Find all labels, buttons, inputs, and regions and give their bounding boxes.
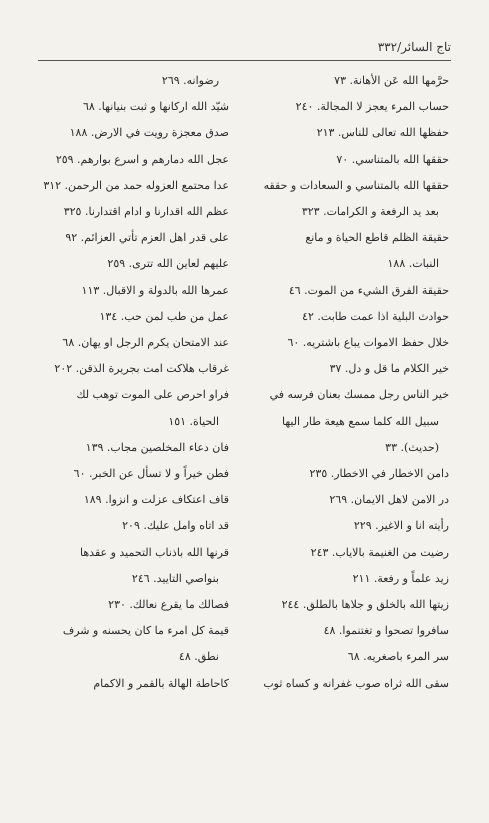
index-entry: بعد يد الرفعة و الكرامات. ٣٢٣ [301,205,439,219]
index-entry: شيّد الله اركانها و ثبت بنيانها. ٦٨ [82,100,229,114]
running-head: تاج السائر/٣٣٢ [377,40,451,54]
index-entry: رأيته انا و الاغير. ٢٢٩ [353,519,449,533]
index-entry: عدا محتمع العزوله حمد من الرحمن. ٣١٢ [43,178,229,192]
index-entry: سبيل الله كلما سمع هيعة طار اليها [281,414,439,428]
index-entry: زيد علماً و رفعة. ٢١١ [352,571,449,585]
header-rule [38,60,451,61]
index-entry: بنواصي التاييد. ٢٤٦ [131,571,219,585]
index-entry: فراو احرص على الموت توهب لك [76,388,229,402]
index-column-left [24,68,229,697]
index-entry: خلال حفظ الاموات يباع باشتريه. ٦٠ [287,336,449,350]
index-entry: عمرها الله بالدولة و الاقبال. ١١٣ [81,283,229,297]
index-entry: قرنها الله باذناب التحميد و عقدها [80,545,229,559]
index-column-right [244,68,449,697]
index-entry: حققها الله بالمتناسي و السعادات و حققه [263,178,449,192]
index-entry: فان دعاء المخلصين مجاب. ١٣٩ [85,440,229,454]
index-entry: نطق. ٤٨ [178,650,219,664]
index-entry: خير الناس رجل ممسك بعنان فرسه في [269,388,449,402]
index-entry: غرقاب هلاكت امت بجريرة الذقن. ٢٠٢ [54,362,229,376]
index-entry: فطن خيراً و لا تسأل عن الخبر. ٦٠ [73,467,229,481]
index-entry: رضوانه. ٢٦٩ [161,74,219,87]
index-entry: صدق معجزة رويت في الارض. ١٨٨ [69,126,229,140]
index-entry: سقى الله ثراه صوب غفرانه و كساه ثوب [263,676,449,690]
index-entry: قد اتاه وامل عليك. ٢٠٩ [122,519,229,533]
index-entry: حققها الله بالمتناسي. ٧٠ [336,152,449,166]
index-entry: (حديث). ٣٣ [385,440,439,454]
index-entry: سر المرء باصغريه. ٦٨ [347,650,449,664]
index-entry: حقيقة الظلم قاطع الحياة و مانع [305,231,449,245]
index-entry: النبات. ١٨٨ [387,257,439,271]
index-entry: در الامن لاهل الايمان. ٢٦٩ [329,493,449,507]
index-entry: خير الكلام ما قل و دل. ٣٧ [329,362,449,376]
index-entry: عظم الله اقدارنا و ادام اقتدارنا. ٣٢٥ [63,205,229,219]
index-entry: على قدر اهل العزم تأتي العزائم. ٩٢ [65,231,229,245]
index-entry: رضيت من الغنيمة بالاياب. ٢٤٣ [310,545,449,559]
index-entry: قيمة كل امرء ما كان يحسنه و شرف [62,624,229,638]
index-entry: حفظها الله تعالى للناس. ٢١٣ [316,126,449,140]
index-entry: عليهم لعاين الله تترى. ٢٥٩ [107,257,229,271]
index-entry: عجل الله دمارهم و اسرع بوارهم. ٢٥٩ [55,152,229,166]
index-entry: دامن الاخطار في الاخطار. ٢٣٥ [309,467,449,481]
index-entry: عمل من طب لمن حب. ١٣٤ [99,309,229,323]
index-entry: عند الامتحان يكرم الرجل او يهان. ٦٨ [62,336,229,350]
index-entry: زيتها الله بالخلق و جلاها بالطلق. ٢٤٤ [281,598,449,612]
index-entry: حقيقة الفرق الشيء من الموت. ٤٦ [288,283,449,297]
index-entry: قاف اعتكاف عزلت و انزوا. ١٨٩ [83,493,229,507]
index-entry: الحياة. ١٥١ [168,414,219,428]
index-entry: سافروا تصحوا و تغتنموا. ٤٨ [323,624,449,638]
index-entry: فصالك ما يقرع نعالك. ٢٣٠ [108,598,229,612]
index-entry: حرَّمها الله عَن الأهانة. ٧٣ [334,74,449,87]
index-entry: كاحاطة الهالة بالقمر و الاكمام [93,676,229,690]
index-entry: حساب المرء يعجز لا المجالة. ٢٤٠ [295,100,449,114]
index-entry: حوادث البلية اذا عمت طابت. ٤٢ [302,309,449,323]
